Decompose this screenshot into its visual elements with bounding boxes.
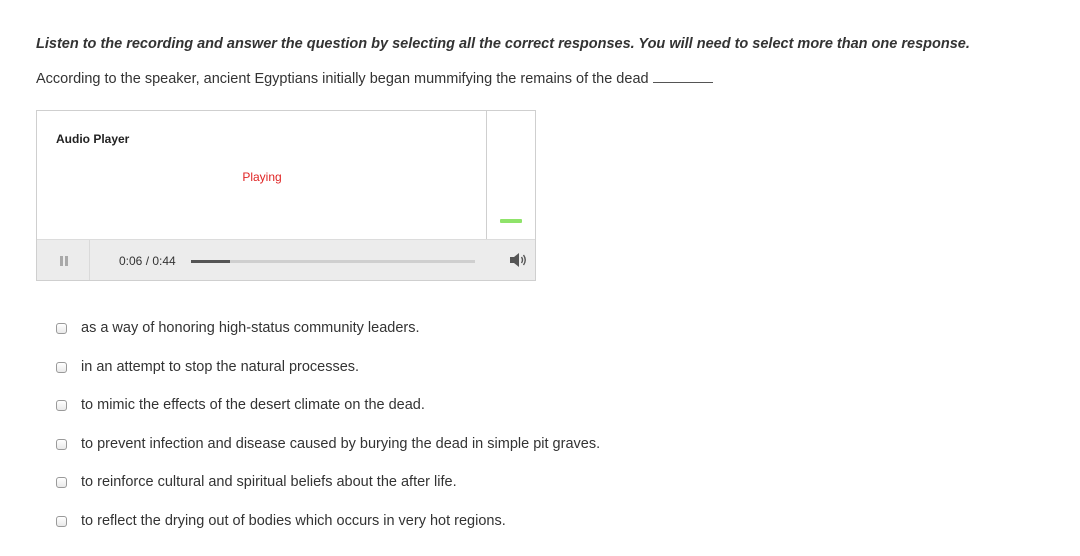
question-text: According to the speaker, ancient Egyptians initially began mummifying the remains of the dead bbox=[36, 71, 649, 87]
playback-status: Playing bbox=[242, 170, 282, 184]
progress-bar[interactable] bbox=[191, 260, 475, 263]
player-controls bbox=[37, 239, 535, 280]
audio-level-indicator bbox=[500, 219, 522, 223]
option-label: to prevent infection and disease caused by burying the dead in simple pit graves. bbox=[81, 435, 601, 452]
player-divider bbox=[486, 111, 487, 239]
question-prompt bbox=[36, 71, 713, 87]
option-checkbox[interactable] bbox=[56, 400, 67, 411]
option-label: to reflect the drying out of bodies which occurs in very hot regions. bbox=[81, 512, 506, 529]
option-label: to mimic the effects of the desert climate on the dead. bbox=[81, 397, 425, 413]
option-label: to reinforce cultural and spiritual beliefs about the after life. bbox=[81, 474, 457, 490]
playback-time: 0:06 / 0:44 bbox=[119, 254, 176, 268]
pause-button[interactable] bbox=[37, 240, 90, 280]
volume-button[interactable] bbox=[509, 252, 529, 268]
answer-blank bbox=[653, 81, 713, 83]
option-checkbox[interactable] bbox=[56, 439, 67, 450]
instruction-text: Listen to the recording and answer the question by selecting all the correct responses. You will need to select more than one response. bbox=[36, 36, 970, 52]
progress-fill bbox=[191, 260, 230, 263]
volume-icon bbox=[509, 252, 529, 268]
option-checkbox[interactable] bbox=[56, 362, 67, 373]
option-checkbox[interactable] bbox=[56, 516, 67, 527]
option-checkbox[interactable] bbox=[56, 477, 67, 488]
option-checkbox[interactable] bbox=[56, 323, 67, 334]
audio-player bbox=[36, 110, 536, 281]
player-title: Audio Player bbox=[56, 132, 130, 146]
option-label: in an attempt to stop the natural processes. bbox=[81, 358, 360, 375]
option-label: as a way of honoring high-status community leaders. bbox=[81, 320, 420, 336]
